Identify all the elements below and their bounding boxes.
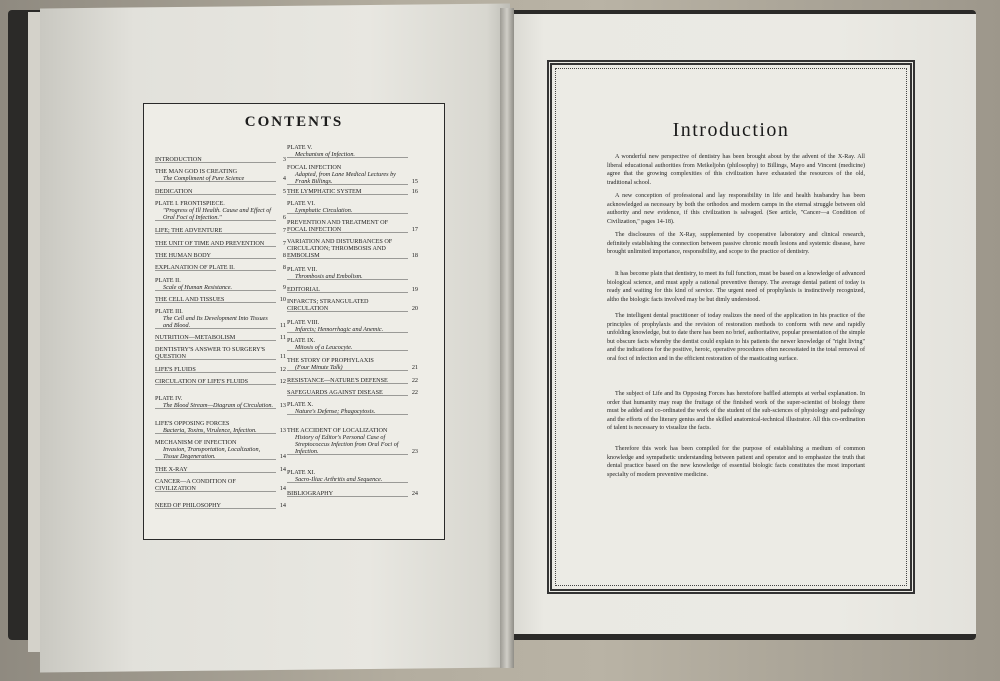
toc-entry bbox=[155, 466, 286, 473]
toc-page-number: 10 bbox=[279, 296, 286, 303]
toc-entry-title: SAFEGUARDS AGAINST DISEASE bbox=[287, 389, 383, 396]
toc-entry-subtitle: Scale of Human Resistance. bbox=[163, 284, 233, 291]
toc-entry-title: INTRODUCTION bbox=[155, 156, 202, 163]
toc-entry bbox=[287, 219, 418, 233]
toc-leader-rule bbox=[287, 232, 408, 233]
toc-leader-rule bbox=[155, 246, 276, 247]
toc-entry-title: PLATE IX. bbox=[287, 337, 316, 344]
toc-entry-title: THE HUMAN BODY bbox=[155, 252, 212, 259]
toc-leader-rule bbox=[287, 184, 408, 185]
toc-leader-rule bbox=[155, 433, 276, 434]
toc-page-number: 24 bbox=[411, 490, 418, 497]
toc-page-number: 17 bbox=[411, 226, 418, 233]
toc-page-number: 11 bbox=[280, 322, 286, 329]
toc-entry-title: RESISTANCE—NATURE'S DEFENSE bbox=[287, 377, 388, 384]
toc-entry-subtitle: Sacro-Iliac Arthritis and Sequence. bbox=[295, 476, 383, 483]
toc-leader-rule bbox=[287, 279, 408, 280]
book-gutter bbox=[500, 8, 514, 668]
toc-page-number: 3 bbox=[282, 156, 286, 163]
toc-entry bbox=[155, 227, 286, 234]
toc-entry-title: NEED OF PHILOSOPHY bbox=[155, 502, 222, 509]
toc-entry-subtitle: Adapted, from Lane Medical Lectures by Frank Billings. bbox=[295, 171, 396, 185]
toc-entry-subtitle: Nature's Defense; Phagocytosis. bbox=[295, 408, 376, 415]
toc-leader-rule bbox=[155, 408, 276, 409]
toc-entry-subtitle: Invasion, Transportation, Localization, Tissue Degeneration. bbox=[163, 446, 261, 460]
toc-entry-title: CIRCULATION OF LIFE'S FLUIDS bbox=[155, 378, 249, 385]
toc-entry-title: PLATE IV. bbox=[155, 395, 183, 402]
toc-entry-title: CANCER—A CONDITION OF CIVILIZATION bbox=[155, 478, 236, 492]
toc-entry bbox=[287, 298, 418, 312]
toc-leader-rule bbox=[287, 454, 408, 455]
toc-entry bbox=[155, 240, 286, 247]
toc-leader-rule bbox=[155, 258, 276, 259]
toc-entry bbox=[155, 264, 286, 271]
toc-entry-title: INFARCTS; STRANGULATED CIRCULATION bbox=[287, 298, 369, 312]
toc-entry bbox=[155, 346, 286, 360]
toc-entry-title: BIBLIOGRAPHY bbox=[287, 490, 334, 497]
toc-entry-title: PLATE V. bbox=[287, 144, 313, 151]
toc-leader-rule bbox=[287, 414, 408, 415]
toc-entry-title: PLATE VIII. bbox=[287, 319, 320, 326]
toc-entry bbox=[287, 377, 418, 384]
toc-entry-title: MECHANISM OF INFECTION bbox=[155, 439, 237, 446]
toc-entry-title: NUTRITION—METABOLISM bbox=[155, 334, 236, 341]
toc-entry bbox=[155, 168, 286, 182]
introduction-title: Introduction bbox=[672, 119, 790, 141]
toc-page-number: 11 bbox=[280, 334, 286, 341]
toc-entry bbox=[287, 188, 418, 195]
toc-leader-rule bbox=[155, 181, 276, 182]
introduction-paragraph: Therefore this work has been compiled for the purpose of establishing a medium of common knowledge and sympathetic understanding between patient and operator and to emphasize the truth that dental practice based on the new knowledge of essential biologic facts constitutes the most important specialty of modern preventive medicine. bbox=[607, 446, 865, 478]
toc-leader-rule bbox=[155, 508, 276, 509]
toc-leader-rule bbox=[155, 472, 276, 473]
toc-entry bbox=[155, 308, 286, 329]
toc-leader-rule bbox=[287, 496, 408, 497]
contents-title: CONTENTS bbox=[244, 114, 344, 130]
toc-entry-title: THE ACCIDENT OF LOCALIZATION bbox=[287, 427, 388, 434]
toc-leader-rule bbox=[155, 340, 276, 341]
toc-entry-title: LIFE'S OPPOSING FORCES bbox=[155, 420, 230, 427]
toc-leader-rule bbox=[155, 220, 276, 221]
toc-page-number: 21 bbox=[411, 364, 418, 371]
toc-entry-subtitle: Thrombosis and Embolism. bbox=[295, 273, 363, 280]
toc-entry-title: PLATE I. FRONTISPIECE. bbox=[155, 200, 225, 207]
introduction-paragraph: The intelligent dental practitioner of today realizes the need of the application in his practice of the principles of prophylaxis and the revision of restoration methods to conform with new and rapidly unfolding knowledge, but to date there has been no brief, authoritative, popular presentation of the simple but obscure facts whereby the dentist could explain to his patients the newer knowledge of "right living" and the indications for the positive, heroic, operative procedures often necessitated in the total removal of oral foci of infection and in the efficient restoration of the masticating surface. bbox=[607, 313, 865, 362]
toc-entry-title: THE MAN GOD IS CREATING bbox=[155, 168, 238, 175]
toc-leader-rule bbox=[287, 370, 408, 371]
toc-entry-subtitle: The Cell and Its Development Into Tissues and Blood. bbox=[163, 315, 268, 329]
toc-entry-title: PLATE VI. bbox=[287, 200, 316, 207]
toc-leader-rule bbox=[155, 328, 276, 329]
toc-entry-subtitle: The Compliment of Pure Science bbox=[163, 175, 245, 182]
contents-box bbox=[143, 103, 445, 540]
toc-page-number: 14 bbox=[279, 502, 286, 509]
toc-leader-rule bbox=[287, 332, 408, 333]
introduction-paragraph: The subject of Life and Its Opposing Forces has heretofore baffled attempts at verbal explanation. In order that humanity may reap the fruitage of the finished work of the super-scientist of biology there must be added and co-ordinated the work of the student of the sub-sciences of physiology and pathology and the efforts of the literary genius and the skilled anatomical-technical illustrator. All this co-ordination of talent is necessary to visualize the facts. bbox=[607, 391, 865, 432]
introduction-paragraph: It has become plain that dentistry, to meet its full function, must be based on a knowledge of advanced biological science, and must apply a rational preventive therapy. The average dental patient of today is ready and waiting for this kind of service. The urgent need of prophylaxis is instinctively recognized, altho the biologic facts involved may be but dimly understood. bbox=[607, 271, 865, 303]
toc-entry-title: PLATE II. bbox=[155, 277, 181, 284]
toc-entry-title: VARIATION AND DISTURBANCES OF CIRCULATION; THROMBOSIS AND EMBOLISM bbox=[287, 238, 393, 259]
toc-page-number: 5 bbox=[282, 188, 286, 195]
toc-leader-rule bbox=[287, 350, 408, 351]
toc-leader-rule bbox=[155, 290, 276, 291]
toc-page-number: 14 bbox=[279, 485, 286, 492]
toc-entry-title: FOCAL INFECTION bbox=[287, 164, 342, 171]
toc-leader-rule bbox=[155, 194, 276, 195]
toc-leader-rule bbox=[155, 302, 276, 303]
toc-leader-rule bbox=[155, 384, 276, 385]
toc-entry-title: PLATE X. bbox=[287, 401, 314, 408]
toc-leader-rule bbox=[155, 372, 276, 373]
toc-leader-rule bbox=[287, 194, 408, 195]
toc-page-number: 18 bbox=[411, 252, 418, 259]
toc-leader-rule bbox=[155, 459, 276, 460]
toc-entry bbox=[155, 378, 286, 385]
toc-page-number: 13 bbox=[279, 402, 286, 409]
toc-entry-subtitle: Infarcts; Hemorrhagic and Anemic. bbox=[295, 326, 384, 333]
toc-page-number: 22 bbox=[411, 377, 418, 384]
toc-leader-rule bbox=[155, 359, 276, 360]
toc-entry-subtitle: Mechanism of Infection. bbox=[295, 151, 355, 158]
toc-entry bbox=[155, 420, 286, 434]
toc-page-number: 8 bbox=[282, 252, 286, 259]
toc-entry-subtitle: Bacteria, Toxins, Virulence, Infection. bbox=[163, 427, 257, 434]
toc-entry-title: EXPLANATION OF PLATE II. bbox=[155, 264, 235, 271]
toc-leader-rule bbox=[287, 383, 408, 384]
toc-entry bbox=[155, 277, 286, 291]
toc-entry-title: THE LYMPHATIC SYSTEM bbox=[287, 188, 362, 195]
toc-page-number: 20 bbox=[411, 305, 418, 312]
toc-entry-title: LIFE; THE ADVENTURE bbox=[155, 227, 223, 234]
toc-entry bbox=[287, 200, 418, 214]
toc-entry-subtitle: Mitosis of a Leucocyte. bbox=[295, 344, 353, 351]
toc-page-number: 14 bbox=[279, 466, 286, 473]
toc-entry-subtitle: (Four Minute Talk) bbox=[295, 364, 343, 371]
introduction-paragraph: A new conception of professional and lay responsibility in life and health husbandry has been acknowledged as necessary by both the orthodox and modern camps in the eternal struggle between old authority and new evidence, if this civilization is salvaged. (See article, "Cancer—a Condition of Civilization," pages 14-18). bbox=[607, 193, 865, 225]
toc-leader-rule bbox=[287, 258, 408, 259]
toc-entry bbox=[155, 188, 286, 195]
toc-page-number: 7 bbox=[282, 227, 286, 234]
toc-entry bbox=[155, 296, 286, 303]
toc-leader-rule bbox=[155, 162, 276, 163]
toc-page-number: 16 bbox=[411, 188, 418, 195]
toc-entry bbox=[287, 401, 418, 415]
introduction-paragraph: A wonderful new perspective of dentistry has been brought about by the advent of the X-Ray. All liberal educational authorities from Meikeljohn (philosophy) to Billings, Mayo and Vincent (medicine) agree that the growing complexities of this civilization have exhausted the resources of the old, traditional school. bbox=[607, 154, 865, 186]
toc-entry-title: PLATE XI. bbox=[287, 469, 316, 476]
toc-entry bbox=[155, 200, 286, 221]
toc-leader-rule bbox=[155, 233, 276, 234]
toc-entry-title: PLATE III. bbox=[155, 308, 183, 315]
toc-entry bbox=[287, 427, 418, 455]
toc-entry bbox=[155, 334, 286, 341]
toc-entry-title: LIFE'S FLUIDS bbox=[155, 366, 196, 373]
toc-entry bbox=[287, 319, 418, 333]
toc-entry bbox=[155, 478, 286, 492]
toc-leader-rule bbox=[287, 157, 408, 158]
toc-entry bbox=[287, 490, 418, 497]
toc-entry-title: PREVENTION AND TREATMENT OF FOCAL INFECTION bbox=[287, 219, 389, 233]
toc-page-number: 13 bbox=[279, 427, 286, 434]
toc-page-number: 12 bbox=[279, 366, 286, 373]
toc-entry-title: THE STORY OF PROPHYLAXIS bbox=[287, 357, 374, 364]
toc-entry bbox=[155, 252, 286, 259]
toc-entry-title: PLATE VII. bbox=[287, 266, 318, 273]
toc-page-number: 11 bbox=[280, 353, 286, 360]
toc-entry-subtitle: Lymphatic Circulation. bbox=[295, 207, 353, 214]
toc-entry bbox=[287, 144, 418, 158]
toc-entry-title: EDITORIAL bbox=[287, 286, 320, 293]
toc-leader-rule bbox=[287, 395, 408, 396]
toc-page-number: 7 bbox=[282, 240, 286, 247]
toc-entry-title: DEDICATION bbox=[155, 188, 193, 195]
toc-page-number: 19 bbox=[411, 286, 418, 293]
toc-entry-title: THE CELL AND TISSUES bbox=[155, 296, 225, 303]
toc-entry bbox=[155, 439, 286, 460]
toc-entry bbox=[287, 337, 418, 351]
toc-entry bbox=[155, 366, 286, 373]
toc-leader-rule bbox=[287, 213, 408, 214]
introduction-paragraph: The disclosures of the X-Ray, supplemented by cooperative laboratory and clinical research, definitely establishing the connection between passive chronic mouth lesions and systemic disease, have brought unlimited importance, responsibility, and scope to the practice of dentistry. bbox=[607, 232, 865, 256]
toc-leader-rule bbox=[287, 292, 408, 293]
toc-page-number: 9 bbox=[282, 284, 286, 291]
toc-entry-subtitle: "Progress of Ill Health. Cause and Effect of Oral Foci of Infection." bbox=[163, 207, 272, 221]
toc-entry bbox=[155, 395, 286, 409]
toc-entry bbox=[287, 286, 418, 293]
toc-entry-subtitle: History of Editor's Personal Case of Streptococcus Infection from Oral Foci of Infection. bbox=[295, 434, 399, 455]
toc-page-number: 8 bbox=[282, 264, 286, 271]
toc-page-number: 15 bbox=[411, 178, 418, 185]
toc-entry-title: DENTISTRY'S ANSWER TO SURGERY'S QUESTION bbox=[155, 346, 266, 360]
toc-page-number: 22 bbox=[411, 389, 418, 396]
toc-entry-subtitle: The Blood Stream—Diagram of Circulation. bbox=[163, 402, 274, 409]
toc-page-number: 12 bbox=[279, 378, 286, 385]
toc-entry bbox=[287, 238, 418, 259]
toc-leader-rule bbox=[155, 270, 276, 271]
toc-entry-title: THE UNIT OF TIME AND PREVENTION bbox=[155, 240, 265, 247]
toc-page-number: 23 bbox=[411, 448, 418, 455]
toc-entry bbox=[287, 266, 418, 280]
introduction-frame bbox=[547, 60, 915, 594]
toc-entry bbox=[287, 164, 418, 185]
toc-leader-rule bbox=[287, 482, 408, 483]
toc-entry-title: THE X-RAY bbox=[155, 466, 188, 473]
toc-page-number: 4 bbox=[282, 175, 286, 182]
toc-page-number: 6 bbox=[282, 214, 286, 221]
toc-entry bbox=[155, 502, 286, 509]
toc-entry bbox=[155, 156, 286, 163]
toc-leader-rule bbox=[155, 491, 276, 492]
toc-entry bbox=[287, 389, 418, 396]
toc-entry bbox=[287, 469, 418, 483]
toc-entry bbox=[287, 357, 418, 371]
toc-leader-rule bbox=[287, 311, 408, 312]
toc-page-number: 14 bbox=[279, 453, 286, 460]
